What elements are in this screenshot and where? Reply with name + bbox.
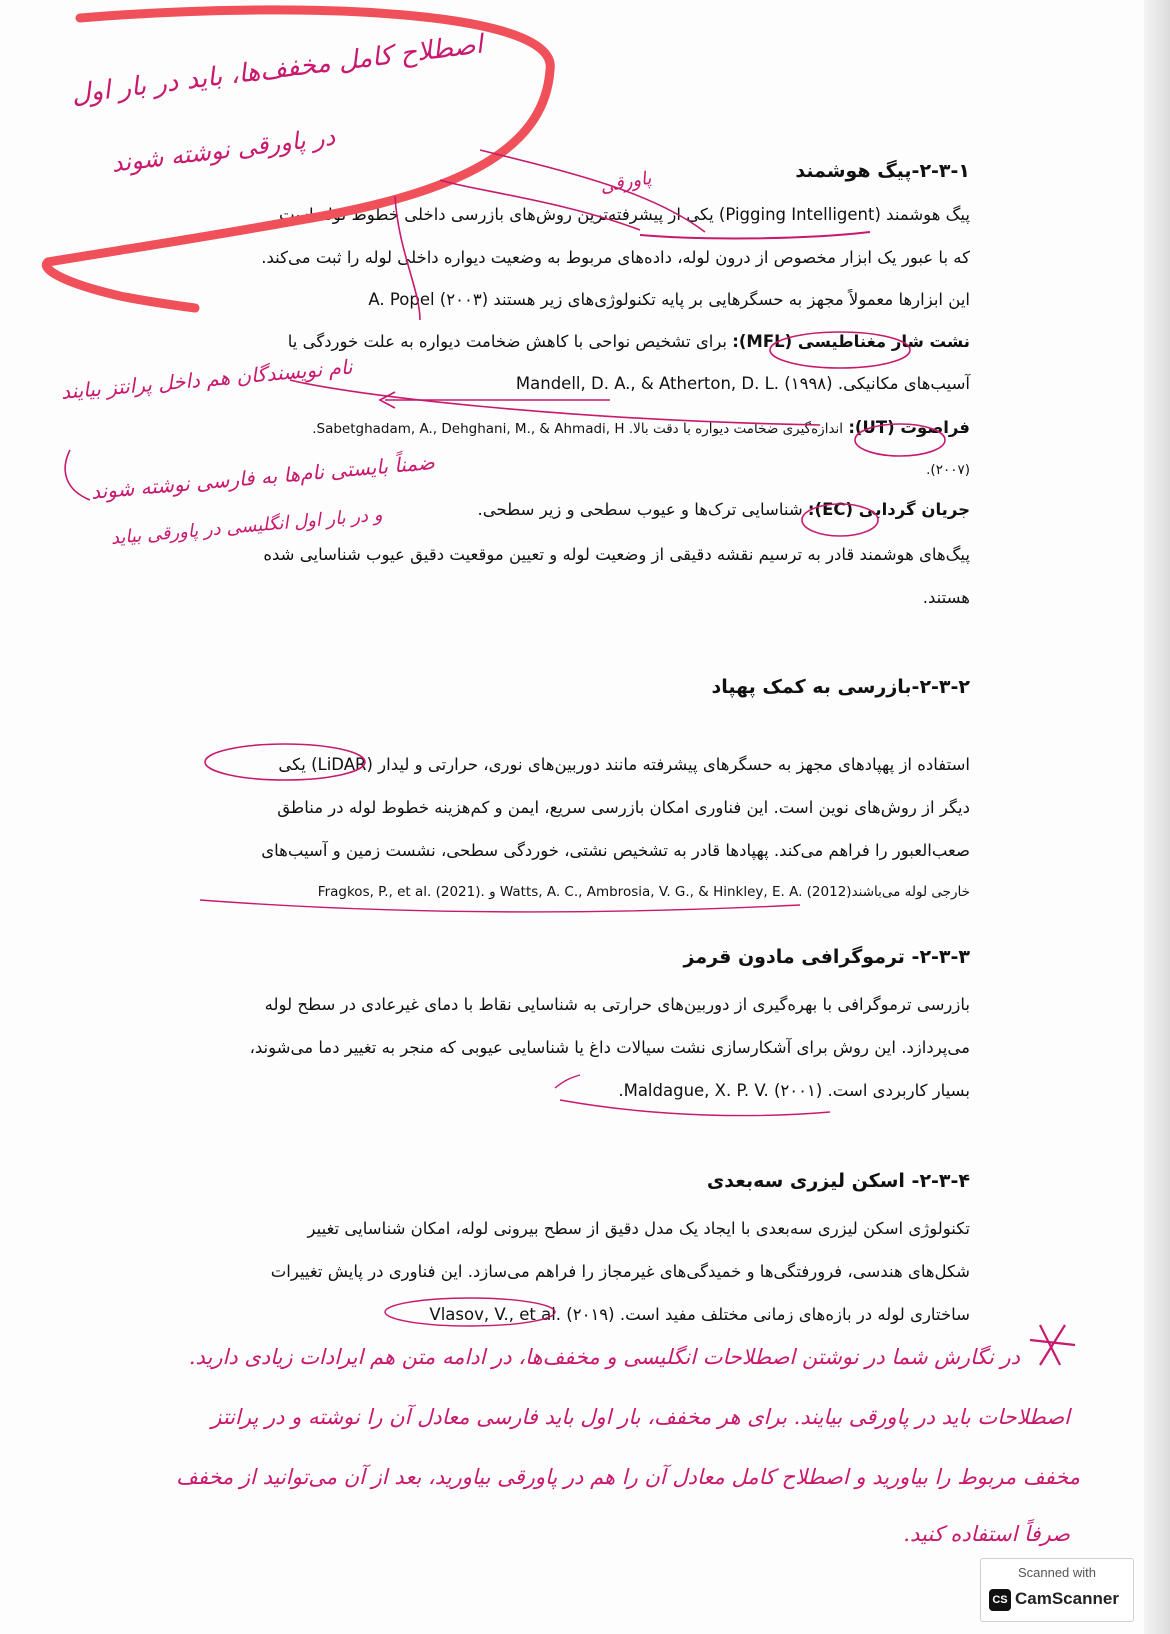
annotation-footnote-mark: پاورقی [598,167,653,198]
list-item-text: برای تشخیص نواحی با کاهش ضخامت دیواره به علت خوردگی یا [287,332,728,351]
list-item-text: آسیب‌های مکانیکی. Mandell, D. A., & Atherton, D. L. (۱۹۹۸) [515,374,970,393]
paragraph-line: دیگر از روش‌های نوین است. این فناوری امکان بازرسی سریع، ایمن و کم‌هزینه خطوط لوله در مناطق [277,798,970,817]
heading-infrared-thermography: ۲-۳-۳- ترموگرافی مادون قرمز [683,946,970,968]
paragraph-line: بازرسی ترموگرافی با بهره‌گیری از دوربین‌های حرارتی به شناسایی نقاط با دمای غیرعادی در سطح لوله [264,995,970,1014]
paragraph-line: پیگ هوشمند (Pigging Intelligent) یکی از پیشرفته‌ترین روش‌های بازرسی داخلی خطوط لوله است [278,205,970,224]
camscanner-logo-icon: CS [989,1589,1011,1611]
paragraph-line: این ابزارها معمولاً مجهز به حسگرهایی بر پایه تکنولوژی‌های زیر هستند A. Popel (۲۰۰۳) [368,290,970,309]
paragraph-line: پیگ‌های هوشمند قادر به ترسیم نقشه دقیقی از وضعیت لوله و تعیین موقعیت دقیق عیوب شناسایی شده [263,545,970,564]
paragraph-line: که با عبور یک ابزار مخصوص از درون لوله، داده‌های مربوط به وضعیت دیواره داخلی لوله را ثبت می‌کند. [261,248,970,267]
camscanner-watermark [980,1558,1134,1622]
list-item-term: فراصوت (UT): [848,418,970,437]
paragraph-line: می‌پردازد. این روش برای آشکارسازی نشت سیالات داغ یا شناسایی عیوبی که منجر به تغییر دما می‌شوند، [249,1038,970,1057]
underline-stroke [640,232,870,238]
list-item-term: نشت شار مغناطیسی (MFL): [732,332,970,351]
list-item-text: (۲۰۰۷). [926,462,970,478]
watermark-caption: Scanned with [1017,1565,1097,1580]
watermark-name: CamScanner [1015,1589,1119,1608]
list-item-text: شناسایی ترک‌ها و عیوب سطحی و زیر سطحی. [477,500,803,519]
heading-drone-inspection: ۲-۳-۲-بازرسی به کمک پهپاد [711,676,970,698]
paragraph-line: صعب‌العبور را فراهم می‌کند. پهپادها قادر به تشخیص نشتی، خوردگی سطحی، نشست زمین و آسیب‌های [261,841,970,860]
annotation-bottom-note: مخفف مربوط را بیاورید و اصطلاح کامل معادل آن را هم در پاورقی بیاورید، بعد از آن می‌توانید از مخفف [176,1465,1080,1489]
list-item-term: جریان گردابی (EC): [807,500,970,519]
heading-3d-laser-scan: ۲-۳-۴- اسکن لیزری سه‌بعدی [706,1170,970,1192]
annotation-side-note: نام نویسندگان هم داخل پرانتز بیایند [60,354,354,404]
annotation-bottom-note: صرفاً استفاده کنید. [903,1522,1070,1546]
paragraph-line: تکنولوژی اسکن لیزری سه‌بعدی با ایجاد یک مدل دقیق از سطح بیرونی لوله، امکان شناسایی تغییر [307,1219,970,1238]
annotation-bottom-note: در نگارش شما در نوشتن اصطلاحات انگلیسی و مخفف‌ها، در ادامه متن هم ایرادات زیادی دارید. [188,1345,1020,1369]
annotation-side-note: و در بار اول انگلیسی در پاورقی بیاید [110,504,384,549]
annotation-bottom-note: اصطلاحات باید در پاورقی بیایند. برای هر مخفف، بار اول باید فارسی معادل آن را نوشته و در پرانتز [211,1405,1070,1429]
paragraph-line: شکل‌های هندسی، فرورفتگی‌ها و خمیدگی‌های غیرمجاز را فراهم می‌سازد. این فناوری در پایش تغییرات [270,1262,970,1281]
annotation-side-note: ضمناً بایستی نام‌ها به فارسی نوشته شوند [90,449,436,504]
paragraph-line: هستند. [922,588,970,607]
paragraph-line: بسیار کاربردی است. Maldague, X. P. V. (۲۰۰۱). [618,1081,970,1100]
paragraph-line: ساختاری لوله در بازه‌های زمانی مختلف مفید است. Vlasov, V., et al. (۲۰۱۹) [429,1305,970,1324]
paragraph-line: استفاده از پهپادهای مجهز به حسگرهای پیشرفته مانند دوربین‌های نوری، حرارتی و لیدار (LiDAR) یکی [278,755,970,774]
list-item-text: اندازه‌گیری ضخامت دیواره با دقت بالا. Sabetghadam, A., Dehghani, M., & Ahmadi, H. [312,421,844,437]
annotation-top-note: اصطلاح کامل مخفف‌ها، باید در بار اول [70,29,485,110]
annotation-top-note: در پاورقی نوشته شوند [110,122,337,178]
heading-smart-pig: ۲-۳-۱-پیگ هوشمند [795,160,970,182]
paragraph-line: خارجی لوله می‌باشند(Watts, A. C., Ambrosia, V. G., & Hinkley, E. A. (2012 و .Fragkos, P., et al. (2021) [317,884,970,900]
